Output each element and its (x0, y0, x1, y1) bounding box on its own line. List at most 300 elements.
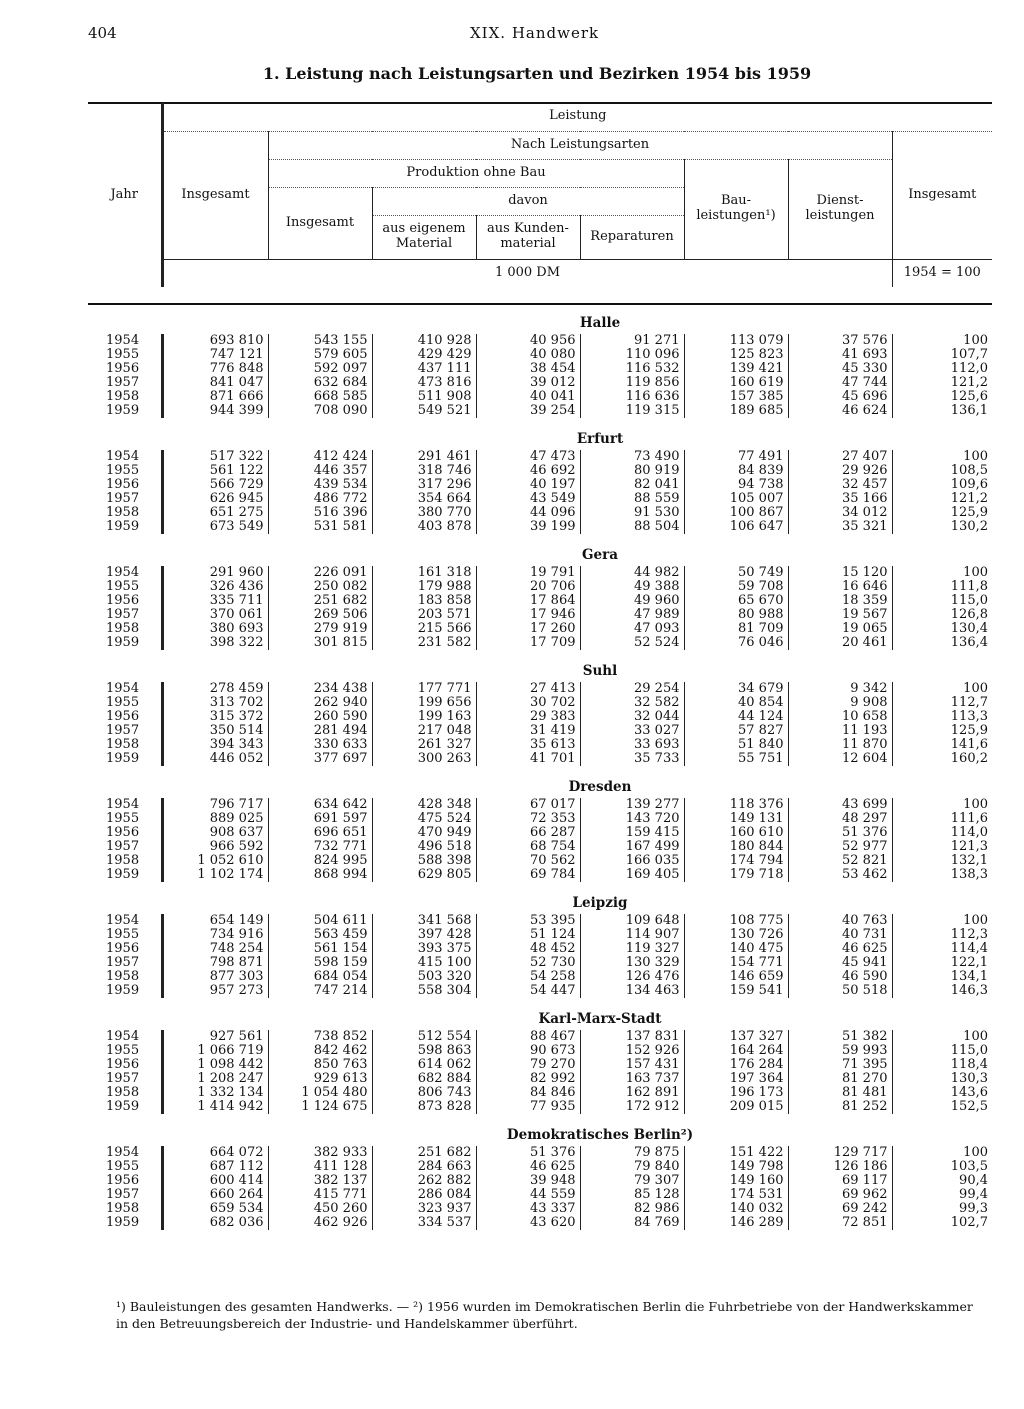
cell-value: 889 025 (162, 812, 268, 826)
cell-value: 119 327 (580, 942, 684, 956)
cell-value: 102,7 (892, 1216, 992, 1230)
cell-value: 354 664 (372, 492, 476, 506)
region-table (88, 798, 992, 882)
cell-value: 160 610 (684, 826, 788, 840)
cell-value: 44 982 (580, 566, 684, 580)
cell-value: 326 436 (162, 580, 268, 594)
cell-value: 40 731 (788, 928, 892, 942)
cell-value: 52 977 (788, 840, 892, 854)
cell-value: 1 052 610 (162, 854, 268, 868)
header-kunden-line2: material (500, 236, 556, 251)
cell-value: 52 821 (788, 854, 892, 868)
cell-value: 107,7 (892, 348, 992, 362)
cell-value: 44 559 (476, 1188, 580, 1202)
cell-value: 776 848 (162, 362, 268, 376)
cell-value: 67 017 (476, 798, 580, 812)
cell-year: 1957 (106, 1187, 140, 1202)
cell-value: 149 160 (684, 1174, 788, 1188)
cell-value: 100 (892, 1146, 992, 1160)
cell-value: 81 270 (788, 1072, 892, 1086)
cell-value: 732 771 (268, 840, 372, 854)
cell-value: 189 685 (684, 404, 788, 418)
cell-year: 1956 (106, 1057, 140, 1072)
header-kunden-line1: aus Kunden- (487, 221, 569, 237)
cell-value: 428 348 (372, 798, 476, 812)
cell-value: 99,4 (892, 1188, 992, 1202)
cell-value: 51 382 (788, 1030, 892, 1044)
cell-value: 1 054 480 (268, 1086, 372, 1100)
cell-value: 734 916 (162, 928, 268, 942)
cell-year: 1955 (106, 347, 140, 362)
cell-year: 1955 (106, 463, 140, 478)
cell-value: 51 376 (788, 826, 892, 840)
cell-value: 146 659 (684, 970, 788, 984)
cell-value: 100 (892, 1030, 992, 1044)
cell-value: 51 376 (476, 1146, 580, 1160)
cell-value: 588 398 (372, 854, 476, 868)
header-eigen-line1: aus eigenem (382, 221, 466, 237)
cell-value: 403 878 (372, 520, 476, 534)
cell-value: 45 941 (788, 956, 892, 970)
cell-value: 35 321 (788, 520, 892, 534)
cell-value: 106 647 (684, 520, 788, 534)
cell-value: 69 784 (476, 868, 580, 882)
cell-value: 251 682 (268, 594, 372, 608)
cell-value: 46 625 (788, 942, 892, 956)
cell-value: 113 079 (684, 334, 788, 348)
table-row (88, 404, 992, 418)
cell-value: 708 090 (268, 404, 372, 418)
cell-value: 90,4 (892, 1174, 992, 1188)
cell-value: 113,3 (892, 710, 992, 724)
cell-value: 177 771 (372, 682, 476, 696)
cell-value: 183 858 (372, 594, 476, 608)
region-table (88, 914, 992, 998)
cell-year: 1957 (106, 839, 140, 854)
cell-value: 88 467 (476, 1030, 580, 1044)
cell-year: 1956 (106, 1173, 140, 1188)
cell-year: 1954 (106, 681, 140, 696)
cell-value: 129 717 (788, 1146, 892, 1160)
cell-year: 1958 (106, 737, 140, 752)
cell-value: 563 459 (268, 928, 372, 942)
cell-value: 164 264 (684, 1044, 788, 1058)
cell-value: 682 036 (162, 1216, 268, 1230)
cell-value: 504 611 (268, 914, 372, 928)
cell-value: 566 729 (162, 478, 268, 492)
cell-value: 429 429 (372, 348, 476, 362)
table-row (88, 594, 992, 608)
cell-value: 39 254 (476, 404, 580, 418)
cell-value: 45 696 (788, 390, 892, 404)
cell-value: 82 992 (476, 1072, 580, 1086)
cell-value: 415 100 (372, 956, 476, 970)
cell-value: 140 032 (684, 1202, 788, 1216)
region-block (88, 1124, 992, 1230)
table-row (88, 696, 992, 710)
cell-value: 134 463 (580, 984, 684, 998)
cell-value: 52 730 (476, 956, 580, 970)
cell-value: 19 065 (788, 622, 892, 636)
cell-value: 598 159 (268, 956, 372, 970)
cell-value: 41 701 (476, 752, 580, 766)
cell-value: 226 091 (268, 566, 372, 580)
header-jahr: Jahr (110, 186, 139, 202)
cell-value: 16 646 (788, 580, 892, 594)
header-bau-line1: Bau- (720, 193, 752, 209)
cell-year: 1954 (106, 797, 140, 812)
cell-value: 217 048 (372, 724, 476, 738)
cell-value: 1 102 174 (162, 868, 268, 882)
cell-value: 47 989 (580, 608, 684, 622)
cell-value: 323 937 (372, 1202, 476, 1216)
cell-year: 1955 (106, 695, 140, 710)
table-row (88, 348, 992, 362)
cell-value: 929 613 (268, 1072, 372, 1086)
cell-value: 957 273 (162, 984, 268, 998)
cell-value: 91 271 (580, 334, 684, 348)
cell-value: 176 284 (684, 1058, 788, 1072)
cell-value: 140 475 (684, 942, 788, 956)
header-produktion-ohne-bau: Produktion ohne Bau (268, 159, 684, 187)
region-title: Karl-Marx-Stadt (538, 1011, 662, 1027)
cell-value: 411 128 (268, 1160, 372, 1174)
cell-value: 462 926 (268, 1216, 372, 1230)
cell-value: 11 870 (788, 738, 892, 752)
header-leistung: Leistung (162, 103, 992, 131)
cell-value: 966 592 (162, 840, 268, 854)
cell-value: 108 775 (684, 914, 788, 928)
cell-value: 69 117 (788, 1174, 892, 1188)
cell-value: 29 254 (580, 682, 684, 696)
cell-year: 1957 (106, 491, 140, 506)
cell-value: 380 693 (162, 622, 268, 636)
cell-value: 377 697 (268, 752, 372, 766)
region-table (88, 334, 992, 418)
region-block (88, 428, 992, 534)
cell-value: 114,0 (892, 826, 992, 840)
table-row (88, 580, 992, 594)
cell-value: 100 (892, 914, 992, 928)
cell-value: 29 383 (476, 710, 580, 724)
cell-value: 70 562 (476, 854, 580, 868)
cell-value: 626 945 (162, 492, 268, 506)
cell-value: 119 315 (580, 404, 684, 418)
cell-value: 45 330 (788, 362, 892, 376)
cell-value: 50 518 (788, 984, 892, 998)
cell-value: 598 863 (372, 1044, 476, 1058)
cell-value: 132,1 (892, 854, 992, 868)
cell-value: 944 399 (162, 404, 268, 418)
cell-year: 1958 (106, 1085, 140, 1100)
cell-value: 475 524 (372, 812, 476, 826)
header-unit: 1 000 DM (162, 259, 892, 287)
cell-value: 69 962 (788, 1188, 892, 1202)
cell-value: 29 926 (788, 464, 892, 478)
cell-value: 269 506 (268, 608, 372, 622)
cell-value: 71 395 (788, 1058, 892, 1072)
cell-value: 90 673 (476, 1044, 580, 1058)
cell-value: 592 097 (268, 362, 372, 376)
cell-value: 12 604 (788, 752, 892, 766)
cell-value: 94 738 (684, 478, 788, 492)
cell-value: 824 995 (268, 854, 372, 868)
region-title: Demokratisches Berlin²) (506, 1127, 694, 1143)
cell-value: 32 457 (788, 478, 892, 492)
cell-value: 543 155 (268, 334, 372, 348)
cell-value: 118,4 (892, 1058, 992, 1072)
table-row (88, 608, 992, 622)
table-row (88, 840, 992, 854)
cell-value: 209 015 (684, 1100, 788, 1114)
cell-value: 82 041 (580, 478, 684, 492)
region-title: Erfurt (576, 431, 624, 447)
cell-value: 9 342 (788, 682, 892, 696)
cell-value: 66 287 (476, 826, 580, 840)
cell-value: 59 993 (788, 1044, 892, 1058)
cell-value: 397 428 (372, 928, 476, 942)
cell-value: 251 682 (372, 1146, 476, 1160)
cell-value: 18 359 (788, 594, 892, 608)
cell-value: 806 743 (372, 1086, 476, 1100)
cell-value: 54 258 (476, 970, 580, 984)
cell-value: 167 499 (580, 840, 684, 854)
cell-value: 174 794 (684, 854, 788, 868)
cell-value: 109,6 (892, 478, 992, 492)
cell-value: 111,6 (892, 812, 992, 826)
cell-value: 151 422 (684, 1146, 788, 1160)
cell-year: 1956 (106, 941, 140, 956)
cell-value: 126 186 (788, 1160, 892, 1174)
cell-value: 687 112 (162, 1160, 268, 1174)
table-row (88, 478, 992, 492)
cell-value: 161 318 (372, 566, 476, 580)
header-eigen-line2: Material (395, 236, 453, 251)
cell-value: 394 343 (162, 738, 268, 752)
cell-value: 125,9 (892, 724, 992, 738)
cell-year: 1958 (106, 389, 140, 404)
cell-value: 382 137 (268, 1174, 372, 1188)
cell-value: 511 908 (372, 390, 476, 404)
cell-value: 88 504 (580, 520, 684, 534)
cell-value: 350 514 (162, 724, 268, 738)
cell-value: 516 396 (268, 506, 372, 520)
table-row (88, 1100, 992, 1114)
header-bottom-rule (88, 303, 992, 305)
cell-value: 80 919 (580, 464, 684, 478)
cell-year: 1957 (106, 375, 140, 390)
cell-value: 503 320 (372, 970, 476, 984)
table-row (88, 636, 992, 650)
cell-value: 43 549 (476, 492, 580, 506)
cell-value: 141,6 (892, 738, 992, 752)
cell-value: 393 375 (372, 942, 476, 956)
cell-value: 110 096 (580, 348, 684, 362)
cell-value: 179 718 (684, 868, 788, 882)
cell-value: 39 012 (476, 376, 580, 390)
cell-value: 48 297 (788, 812, 892, 826)
cell-value: 380 770 (372, 506, 476, 520)
cell-value: 91 530 (580, 506, 684, 520)
cell-value: 315 372 (162, 710, 268, 724)
cell-value: 33 693 (580, 738, 684, 752)
cell-value: 180 844 (684, 840, 788, 854)
cell-value: 159 415 (580, 826, 684, 840)
cell-value: 871 666 (162, 390, 268, 404)
cell-value: 301 815 (268, 636, 372, 650)
cell-value: 130,4 (892, 622, 992, 636)
cell-value: 446 052 (162, 752, 268, 766)
cell-value: 160 619 (684, 376, 788, 390)
cell-value: 68 754 (476, 840, 580, 854)
cell-year: 1958 (106, 969, 140, 984)
cell-year: 1956 (106, 825, 140, 840)
cell-value: 1 098 442 (162, 1058, 268, 1072)
cell-value: 286 084 (372, 1188, 476, 1202)
cell-value: 664 072 (162, 1146, 268, 1160)
cell-year: 1956 (106, 593, 140, 608)
cell-value: 27 413 (476, 682, 580, 696)
cell-value: 35 733 (580, 752, 684, 766)
page-number: 404 (88, 24, 117, 42)
cell-value: 72 353 (476, 812, 580, 826)
table-row (88, 1146, 992, 1160)
cell-value: 262 940 (268, 696, 372, 710)
cell-value: 234 438 (268, 682, 372, 696)
cell-value: 450 260 (268, 1202, 372, 1216)
cell-value: 11 193 (788, 724, 892, 738)
cell-value: 659 534 (162, 1202, 268, 1216)
cell-year: 1959 (106, 1099, 140, 1114)
cell-value: 684 054 (268, 970, 372, 984)
header-kundenmaterial (476, 215, 580, 259)
cell-value: 41 693 (788, 348, 892, 362)
cell-value: 486 772 (268, 492, 372, 506)
cell-value: 139 277 (580, 798, 684, 812)
running-head: XIX. Handwerk (470, 24, 600, 42)
cell-value: 77 935 (476, 1100, 580, 1114)
table-row (88, 1044, 992, 1058)
cell-value: 116 636 (580, 390, 684, 404)
cell-value: 668 585 (268, 390, 372, 404)
cell-value: 600 414 (162, 1174, 268, 1188)
cell-value: 334 537 (372, 1216, 476, 1230)
cell-value: 49 388 (580, 580, 684, 594)
cell-value: 126 476 (580, 970, 684, 984)
region-title: Halle (579, 315, 621, 331)
cell-value: 9 908 (788, 696, 892, 710)
cell-value: 473 816 (372, 376, 476, 390)
cell-year: 1959 (106, 1215, 140, 1230)
cell-value: 105 007 (684, 492, 788, 506)
cell-year: 1959 (106, 635, 140, 650)
table-row (88, 798, 992, 812)
cell-value: 203 571 (372, 608, 476, 622)
table-row (88, 450, 992, 464)
cell-year: 1959 (106, 403, 140, 418)
table-row (88, 1174, 992, 1188)
cell-value: 136,4 (892, 636, 992, 650)
cell-value: 446 357 (268, 464, 372, 478)
table-row (88, 566, 992, 580)
cell-value: 841 047 (162, 376, 268, 390)
cell-value: 52 524 (580, 636, 684, 650)
cell-year: 1958 (106, 621, 140, 636)
cell-year: 1958 (106, 1201, 140, 1216)
cell-value: 59 708 (684, 580, 788, 594)
cell-value: 47 473 (476, 450, 580, 464)
cell-value: 850 763 (268, 1058, 372, 1072)
cell-value: 50 749 (684, 566, 788, 580)
cell-value: 53 395 (476, 914, 580, 928)
cell-value: 748 254 (162, 942, 268, 956)
cell-value: 121,3 (892, 840, 992, 854)
table-row (88, 492, 992, 506)
cell-value: 136,1 (892, 404, 992, 418)
cell-value: 660 264 (162, 1188, 268, 1202)
cell-value: 496 518 (372, 840, 476, 854)
cell-value: 100 (892, 682, 992, 696)
cell-value: 32 044 (580, 710, 684, 724)
cell-year: 1954 (106, 1029, 140, 1044)
cell-value: 796 717 (162, 798, 268, 812)
cell-year: 1955 (106, 1159, 140, 1174)
cell-value: 51 840 (684, 738, 788, 752)
cell-value: 72 851 (788, 1216, 892, 1230)
table-row (88, 1202, 992, 1216)
cell-value: 57 827 (684, 724, 788, 738)
table-row (88, 1058, 992, 1072)
cell-value: 335 711 (162, 594, 268, 608)
cell-value: 27 407 (788, 450, 892, 464)
cell-value: 44 096 (476, 506, 580, 520)
region-table (88, 566, 992, 650)
cell-value: 43 337 (476, 1202, 580, 1216)
region-title: Suhl (582, 663, 618, 679)
cell-year: 1954 (106, 1145, 140, 1160)
cell-value: 160,2 (892, 752, 992, 766)
cell-value: 651 275 (162, 506, 268, 520)
cell-value: 410 928 (372, 334, 476, 348)
cell-value: 614 062 (372, 1058, 476, 1072)
table-row (88, 984, 992, 998)
cell-value: 1 414 942 (162, 1100, 268, 1114)
header-dienst-line2: leistungen (805, 208, 875, 223)
cell-value: 46 692 (476, 464, 580, 478)
cell-value: 747 121 (162, 348, 268, 362)
cell-value: 696 651 (268, 826, 372, 840)
cell-value: 19 567 (788, 608, 892, 622)
table-row (88, 1188, 992, 1202)
cell-value: 79 875 (580, 1146, 684, 1160)
cell-value: 470 949 (372, 826, 476, 840)
cell-value: 79 270 (476, 1058, 580, 1072)
region-table (88, 1030, 992, 1114)
table-row (88, 1160, 992, 1174)
cell-value: 654 149 (162, 914, 268, 928)
table-row (88, 682, 992, 696)
cell-value: 157 385 (684, 390, 788, 404)
cell-value: 111,8 (892, 580, 992, 594)
cell-year: 1959 (106, 751, 140, 766)
cell-value: 134,1 (892, 970, 992, 984)
cell-value: 40 080 (476, 348, 580, 362)
cell-value: 262 882 (372, 1174, 476, 1188)
cell-value: 738 852 (268, 1030, 372, 1044)
cell-value: 34 012 (788, 506, 892, 520)
cell-value: 119 856 (580, 376, 684, 390)
cell-value: 69 242 (788, 1202, 892, 1216)
